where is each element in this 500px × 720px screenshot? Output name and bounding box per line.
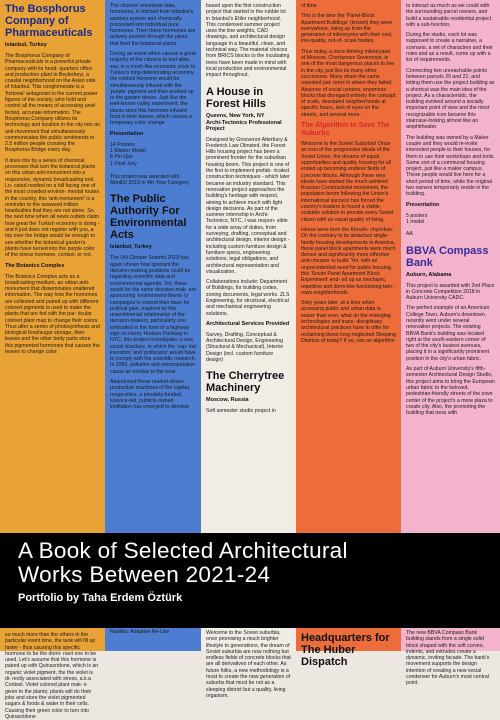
paragraph: of time.: [301, 3, 319, 9]
paragraph: Abandoned these market-driven production machines of the capital, mega-cities, a privately-funded, science-led, publicly-owned institution has emerged to develop: [110, 379, 191, 411]
paragraph: Survey, Drafting, Conceptual & Architectural Design, Engineering (Structural & Mechanical), Interior Design (incl. custom furniture design): [206, 331, 284, 364]
project-title-cherrytree: The Cherrytree Machinery: [206, 370, 285, 395]
paragraph: The new BBVA Compass Bank building stands from a single solid block shaped with the soft curves, indents, and extrudes create a dynamic, inviting facade. The bank's movement supports the design intention of creating a new social condenser for Auburn's most central point.: [406, 630, 490, 687]
project-location: Auburn, Alabama: [406, 271, 452, 278]
presentation-heading: Presentation: [406, 201, 440, 208]
title-banner: [0, 533, 500, 628]
paragraph: The building was owned by a Maker couple and they would re-invite interested people to their houses, for them to use their workshops and tools. Some sort of a communal housing project, just like a maker campus. These people would live here for a short period of time, while the original two owners temporarily reside in the building.: [406, 134, 495, 198]
byline: Portfolio by Taha Erdem Öztürk: [18, 592, 183, 604]
list-item: 1 Final Jury: [110, 160, 137, 167]
book-title-line-2: Works Between 2021-24: [18, 562, 271, 587]
list-item: 1 Master Model: [110, 147, 146, 154]
section-heading: Architectural Services Provided: [206, 320, 290, 327]
paragraph: based upon the first construction project that started in the rubble lot in Istanbul's Etiler neighborhood. This condensed summer project uses the line weights, CAD drawings, and architectural design language in a beautiful, clean, and technical way. The material choices from BRICS blocks to the incubating trees have been made in mind with local production and environmental impact throughout.: [206, 3, 290, 79]
paragraph: This project is awarded with 2nd Place in Concrete Competition 2018 in Auburn University CADC.: [406, 282, 495, 302]
paragraph: Designed by Grosvenor Atterbury & Frederick Law Olmsted, the Forest Hills housing project has been a prominent frontier for the suburban housing boom. This project is one of the first to implement prefab- ricated construction techniques - which later became an industry standard. This renovation project approaches the building's heritage with respect, aiming to achieve much with light design decisions. As part of the summer internship in Archi-Tectonics, NYC, I was respon- sible for a wide array of duties, from surveying, drafting, conceptual and architectural design, interior design - including custom furniture design & furniture specs, engineering solutions, legal obligations, and architectural representation and visualization.: [206, 136, 290, 275]
bottom-block: [110, 629, 198, 639]
list-item: 14 Posters: [110, 141, 135, 148]
paragraph: During an event when causes a great majority of the citizens to feel alike, say, in a much-like economic crisis to Turkey's long-deteriorating economy, the cortisol hormone would be simultaneously infused with the 'purple' pigment and then pushed up to the garden above. Just like the well-known valley experiment, the plants store this hormone-infused food in their leaves, which causes a temporary color change.: [110, 51, 196, 127]
paragraph: It does this by a series of chemical processes that turn the botanical plants on this urban anti-monument into a responsive, dynamic broadcasting tool. Lo- cated nestled on a hill facing one of the most crowded environ- mental routes in the country, this 'anti-monument' is a reminder to the seaweed million Istanbulites that they are not alone. So, the next time when all news outlets claim how great the Turkish economy is doing - and it just does not register with you, a trip over the bridge would be enough to see whether the botanical garden's plants have turned into the purple color of the stress hormone, cortisol, or not.: [5, 157, 100, 259]
presentation-list: [110, 142, 196, 167]
paragraph: Collaborations include: Department of Buildings, for building codes, zoning documents, legal works. ZLS Engineering, for structural, electrical and mechanical engineering solutions.: [206, 279, 290, 317]
presentation-heading: Presentation: [110, 130, 144, 137]
project-title-algorithm: The Algorithm to Save The Suburbs: [301, 122, 390, 138]
presentation-list: [406, 213, 495, 238]
list-item: 8 Pin-Ups: [110, 154, 133, 161]
project-location: Moscow, Russia: [206, 397, 249, 404]
project-affiliation: Archi-Tectonics Professional Project: [206, 119, 282, 132]
project-title-public-authority: The Public Authority For Environmental Acts: [110, 193, 187, 242]
paragraph: Connecting two unreachable points between parcels 20 and 22, and letting them use the project building as a shortcut was the main idea of the project. As a characteristic, the building evolved around a socially important point of view and the most recognizable icon became this staircase-looking almost like an amphitheater.: [406, 67, 495, 131]
book-title-line-1: A Book of Selected Architectural: [18, 538, 348, 563]
paragraph: The citizens' emotional data, hormones, is fetched from Istanbul's sanitary system and chemically processed into individual pure hormones. Then these hormones are actively pushed through the pipes that feed the botanical plants.: [110, 3, 196, 47]
paragraph: The Bosphorus Company of Pharmaceuticals is a powerful private company with its head- quarters office and production plant in Beylerbeyi, a coastal neighborhood on the Asian side of Istanbul. This conglomerate is a 'fictional' antagonist to the current power figures of the society, who hold and control all the means of accessing unaf- fected, accurate information. The Bosphorus Company utilizes its technology and location in the city into an anti-movement that simultaneously communicates the public sentiments to 2.5 million people crossing the Bosphorus Bridge every day.: [5, 53, 100, 154]
project-title-bbva: BBVA Compass Bank: [406, 244, 489, 269]
list-item: 5 posters: [406, 212, 428, 219]
paragraph: Thus today, a once-thriving mikroryaon of Moscow, Chertanovo Severnoye, is one of the most dangerous places to live in the city, just like its many other successors. Many share the same repeated pat- terns in where they failed. Absence of social centers, enormous blocks that disregard entirely the concept of scale, desolated neighborhoods at specific hours, lack of eyes on the streets, and several more.: [301, 48, 396, 118]
paragraph: As part of Auburn University's fifth-semester Architectural Design Studio, this project aims to bring the European urban fabric to the beloved, pedestrian-friendly streets of the town center of the project's a more plaza to create city. Also, the promoting the building that ness with: [406, 366, 495, 417]
paragraph: to interact as much as we could with the surrounding parcel owners, and build a sustainable residential project with a sub-function.: [406, 3, 492, 28]
paragraph: Sixty years later, at a time when accessing public and urban data is easier than ever, what do the emerging technologies and trans- disciplinary architectural practices have to offer for reclaiming these long-neglected Sleeping Districts of today? If so, can an algorithm: [301, 300, 396, 344]
paragraph: Hence were born the Khrush- chyovkas: On the contrary to its detached single-family housing developments in America, these panel block apartments were much denser and significantly more effective and cheaper to build. Yet, with an unprecedented need for public housing, this 'Soviet Panel Apartment Block Experiment' end- ed up as mechanic, repetitive and dorm-like functioning twin-rows neighborhoods.: [301, 226, 396, 296]
paragraph: Welcome to the Soviet Suburbia! Once an icon of the progressive ideals of the Soviet Union, the dreams of equal opportunities and quality housing for all ended up becoming endless fields of concrete blocks. Although these very ideals have started the much-admired Russian Constructivist movement, the population boom following the Union's international success has forced the country's leaders to found a viable, scalable solution to provide every Soviet citizen with an equal quality of living.: [301, 141, 394, 223]
project-title-forest-hills: A House in Forest Hills: [206, 85, 266, 110]
list-item: Rarities: Adaptive Re-Use: [110, 629, 170, 635]
initials: AA: [406, 231, 413, 238]
project-location: Queens, New York, NY: [206, 112, 265, 119]
project-location: Istanbul, Turkey: [5, 42, 47, 48]
bottom-block: [301, 632, 396, 671]
paragraph: During the studio, each lot was supposed to create a narrative, a scenario, a set of characters and their roles and as a result, come up with a list of requirements.: [406, 32, 493, 64]
book-title: [18, 539, 482, 587]
project-title-bosphorus: The Bosphorus Company of Pharmaceuticals: [5, 3, 93, 39]
paragraph: The perfect example of an American College Town, Auburn's downtown, recently went under several renovation projects. The existing BBVA Bank's building was located right at the south-eastern corner of two of the city's busiest avenues, placing it in a significantly prominent position in the city's urban fabric.: [406, 305, 490, 362]
paragraph: so much more than the others in the particular event time, the tank will fill up faster - thus causing this specific hormone to be the domi- nant one to be used. Let's assume that this hormone is paired up with Quinacridone, which is an organic violet pigment, the the violet is di- rectly associated with stress, a.k.a Cortisol. Violet colored plant mak- e given to the plants; plants will do their jobs and store the violet pigmented sugars & foods & water in their cells. Causing their green color to turn into Quinacridone: [5, 632, 99, 720]
paragraph: Soft semester studio project in: [206, 408, 276, 415]
section-heading: The Botanics Complex: [5, 262, 65, 269]
project-title-huber: Headquarters for The Huber Dispatch: [301, 632, 390, 668]
paragraph: The Botanics Complex acts as a broadcasting medium, an urban anti-monument that disseminates unaltered information. The way how the hormones are collected and paired up with different colored pigments is used to make the plants that are fed with the par- ticular colored plant map to change their colors. Thus after a series of photosynthesis and biological food/sugar storage, their leaves and the other body parts store this pigmented hormones that causes the leaves to change color.: [5, 273, 100, 356]
list-item: 1 model: [406, 218, 425, 225]
paragraph: Welcome to the Soviet suburbia, once promising a much brighter lifestyle to generations, the dream of Soviet suburbia are now nothing but endless fields of concrete blocks that are all derivatives of each other. As future folks, a new methodology is a must to create the new generation of suburbs that must be not as a sleeping district but a quality, living organism.: [206, 630, 291, 699]
paragraph: The UN Climate Summit 2019 has again shown how ignorant the decision-making positions could be regarding scientific data and environmental agenda. Yet, these would be the same decision-mak- ers sponsoring 'environment-friend- ly' campaigns to extend their base for political gain. Inspired by this unsentimental relationship of the decision-makers, particularly one embodied in the form of a highway sign on Henry Hudson Parkway in NYC, this project investigates a new social structure, in which the 'cap- ital investors' and 'politicians' would have to comply with the scientific research. In 2050, pollution and overpopulation cause an exodus to the rural.: [110, 255, 196, 375]
project-location: Istanbul, Turkey: [110, 244, 152, 251]
award-note: This project was awarded with MimED 2019 in 4th-Year Category.: [110, 173, 190, 187]
paragraph: This is the time the 'Panel-Block Apartment Buildings' (known) they were everywhere, rising up from the generation of mikroryons with their cool, low-quality, out-of- scale bodies.: [301, 13, 393, 45]
